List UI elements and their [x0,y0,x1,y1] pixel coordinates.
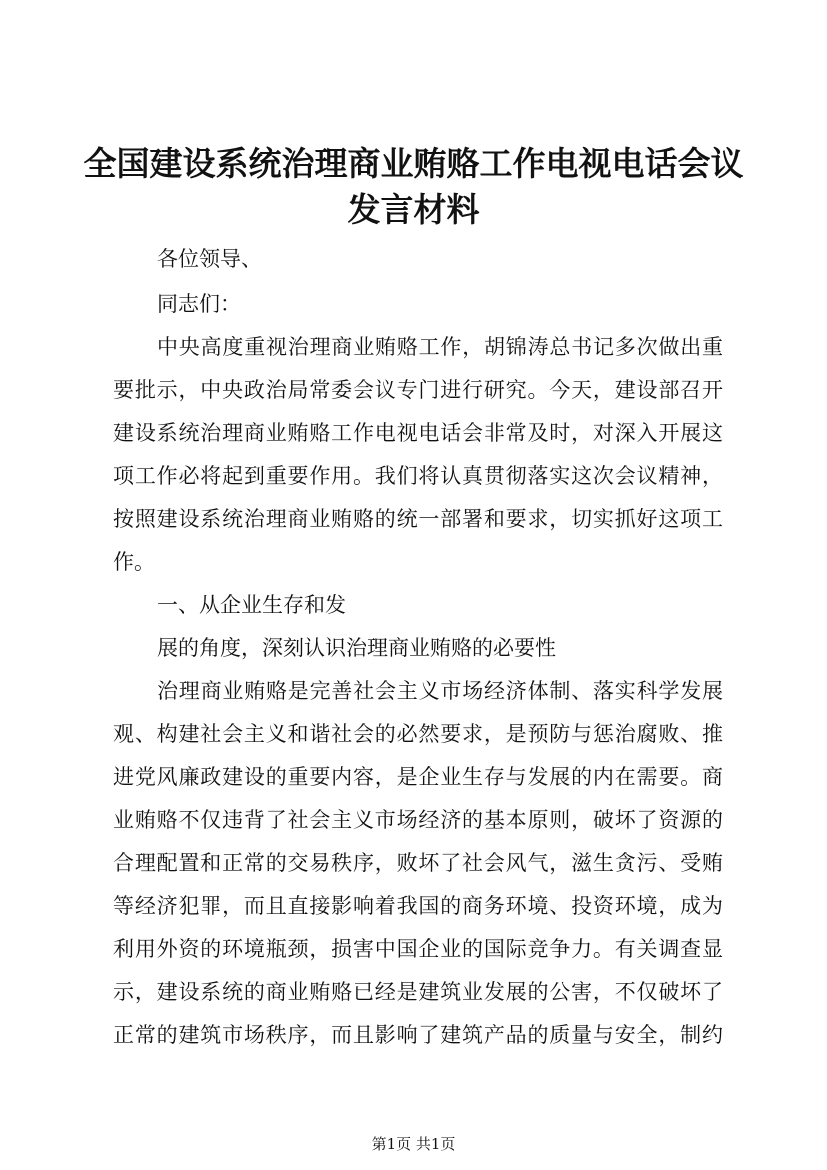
body-line: 按照建设系统治理商业贿赂的统一部署和要求，切实抓好这项工 [113,507,723,531]
body-line: 观、构建社会主义和谐社会的必然要求，是预防与惩治腐败、推 [113,722,723,746]
body-line: 建设系统治理商业贿赂工作电视电话会非常及时，对深入开展这 [113,421,723,445]
body-line: 示，建设系统的商业贿赂已经是建筑业发展的公害，不仅破坏了 [113,980,723,1004]
body-line: 作。 [113,550,155,574]
body-line: 合理配置和正常的交易秩序，败坏了社会风气，滋生贪污、受贿 [113,851,723,875]
body-line: 正常的建筑市场秩序，而且影响了建筑产品的质量与安全，制约 [113,1023,723,1047]
body-line: 项工作必将起到重要作用。我们将认真贯彻落实这次会议精神， [113,464,723,488]
body-line: 要批示，中央政治局常委会议专门进行研究。今天，建设部召开 [113,378,723,402]
document-title-line-1: 全国建设系统治理商业贿赂工作电视电话会议 [83,144,744,183]
section-heading-line-2: 展的角度，深刻认识治理商业贿赂的必要性 [157,636,556,660]
body-line: 中央高度重视治理商业贿赂工作，胡锦涛总书记多次做出重 [157,335,723,359]
body-line: 等经济犯罪，而且直接影响着我国的商务环境、投资环境，成为 [113,894,723,918]
salutation-line-1: 各位领导、 [157,247,262,271]
salutation-line-2: 同志们： [157,292,241,316]
body-line: 进党风廉政建设的重要内容，是企业生存与发展的内在需要。商 [113,765,723,789]
body-line: 业贿赂不仅违背了社会主义市场经济的基本原则，破坏了资源的 [113,808,723,832]
section-heading-line-1: 一、从企业生存和发 [157,593,346,617]
body-line: 治理商业贿赂是完善社会主义市场经济体制、落实科学发展 [157,679,723,703]
document-title-line-2: 发言材料 [347,190,480,229]
page-number-footer: 第1页 共1页 [371,1135,456,1153]
body-line: 利用外资的环境瓶颈，损害中国企业的国际竞争力。有关调查显 [113,937,723,961]
